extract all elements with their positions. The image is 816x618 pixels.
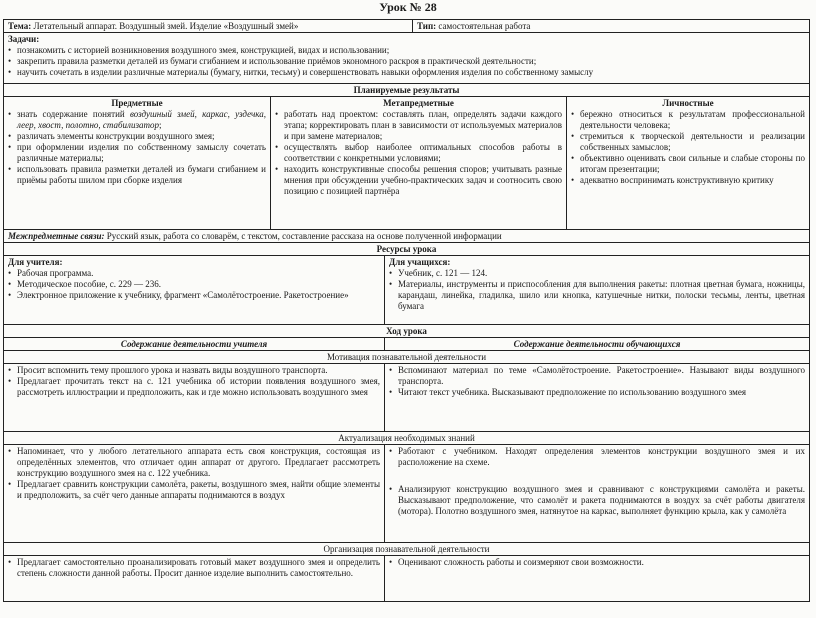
activity-item: • Читают текст учебника. Высказывают предположение по использованию воздушного змея xyxy=(389,387,805,398)
activity-item: • Анализируют конструкцию воздушного змея и сравнивают с конструкциями самолёта и ракеты. Высказывают предположение, что самолёт и ракета поднимаются в воздух за счёт работы двигателя (мотора). Полотно воздушного змея, натянутое на каркас, выполняет функцию крыла, как у самолёта xyxy=(389,484,805,517)
subject-item: • различать элементы конструкции воздушного змея; xyxy=(8,131,266,142)
resource-item: • Методическое пособие, с. 229 — 236. xyxy=(8,279,380,290)
stage-heading-row xyxy=(4,351,809,364)
teacher-column-heading: Содержание деятельности учителя xyxy=(120,339,268,349)
type-cell xyxy=(412,20,809,32)
results-heading-row xyxy=(4,84,809,97)
lesson-plan-table xyxy=(3,19,810,602)
resource-item: • Материалы, инструменты и приспособления для выполнения ракеты: плотная цветная бумага, ножницы, карандаш, линейка, гладилка, шило или кнопка, катушечные нитки, полоски тесьмы, ленты, цветная бумага xyxy=(389,279,805,312)
stage-heading: Организация познавательной деятельности xyxy=(323,544,490,554)
meta-item: • работать над проектом: составлять план, определять задачи каждого этапа; корректировать план в зависимости от используемых материалов и при замене материалов; xyxy=(275,109,562,142)
resources-row xyxy=(4,256,809,325)
student-activity xyxy=(384,364,809,431)
stage-row xyxy=(4,445,809,543)
meta-item: • осуществлять выбор наиболее оптимальных способов работы в соответствии с конкретными условиями; xyxy=(275,142,562,164)
type-label: Тип: xyxy=(417,21,437,31)
teacher-activity xyxy=(4,445,384,542)
topic-row xyxy=(4,20,809,33)
subject-item: • при оформлении изделия по собственному замыслу сочетать различные материалы; xyxy=(8,142,266,164)
interdisciplinary-cell xyxy=(4,230,809,242)
activity-item: • Предлагает сравнить конструкции самолёта, ракеты, воздушного змея, найти общие элементы и предположить, за счёт чего данные аппараты поднимаются в воздух xyxy=(8,479,380,501)
subject-results xyxy=(4,97,270,229)
resources-heading: Ресурсы урока xyxy=(376,244,437,254)
stage-heading-row xyxy=(4,432,809,445)
lesson-heading: Ход урока xyxy=(386,326,427,336)
personal-heading: Личностные xyxy=(662,98,714,108)
teacher-activity xyxy=(4,556,384,601)
activity-item: • Напоминает, что у любого летательного аппарата есть своя конструкция, состоящая из определённых элементов, что отличает один аппарат от другого. Предлагает рассмотреть конструкцию воздушного змея на с. 122 учебника. xyxy=(8,446,380,479)
resources-heading-row xyxy=(4,243,809,256)
teacher-resources-label: Для учителя: xyxy=(8,257,63,267)
personal-item: • стремиться к творческой деятельности и реализации собственных замыслов; xyxy=(571,131,805,153)
page-title: Урок № 28 xyxy=(379,0,437,14)
student-resources xyxy=(384,256,809,324)
task-item: • научить сочетать в изделии различные материалы (бумагу, нитки, тесьму) и совершенствовать навыки оформления изделия по собственному замыслу xyxy=(8,67,805,78)
meta-results xyxy=(270,97,566,229)
student-resources-label: Для учащихся: xyxy=(389,257,451,267)
personal-item: • адекватно воспринимать конструктивную критику xyxy=(571,175,805,186)
interdisciplinary-row xyxy=(4,230,809,243)
results-row xyxy=(4,97,809,230)
student-activity xyxy=(384,556,809,601)
meta-item: • находить конструктивные способы решения споров; учитывать разные мнения при обсуждении учебно-практических задач и соотносить свою позицию с позицией партнёра xyxy=(275,164,562,197)
stage-heading: Актуализация необходимых знаний xyxy=(338,433,475,443)
activity-item: • Просит вспомнить тему прошлого урока и назвать виды воздушного транспорта. xyxy=(8,365,380,376)
personal-results xyxy=(566,97,809,229)
activity-item: • Предлагает самостоятельно проанализировать готовый макет воздушного змея и определить степень сложности данной работы. Просит данное изделие выполнить самостоятельно. xyxy=(8,557,380,579)
interdisciplinary-text: Русский язык, работа со словарём, с текстом, составление рассказа на основе полученной информации xyxy=(106,231,502,241)
teacher-activity xyxy=(4,364,384,431)
lesson-columns-row xyxy=(4,338,809,351)
stage-row xyxy=(4,364,809,432)
teacher-resources xyxy=(4,256,384,324)
tasks-cell xyxy=(4,33,809,83)
results-heading: Планируемые результаты xyxy=(353,85,460,95)
tasks-row xyxy=(4,33,809,84)
subject-item: • использовать правила разметки деталей из бумаги сгибанием и приёмы работы шилом при сборке изделия xyxy=(8,164,266,186)
task-item: • познакомить с историей возникновения воздушного змея, конструкцией, видах и использовании; xyxy=(8,45,805,56)
interdisciplinary-label: Межпредметные связи: xyxy=(8,231,105,241)
resource-item: • Учебник, с. 121 — 124. xyxy=(389,268,805,279)
personal-item: • бережно относиться к результатам профессиональной деятельности человека; xyxy=(571,109,805,131)
activity-item: • Оценивают сложность работы и соизмеряют свои возможности. xyxy=(389,557,805,568)
type-value: самостоятельная работа xyxy=(438,21,531,31)
resource-item: • Электронное приложение к учебнику, фрагмент «Самолётостроение. Ракетостроение» xyxy=(8,290,380,301)
activity-item: • Вспоминают материал по теме «Самолётостроение. Ракетостроение». Называют виды воздушного транспорта. xyxy=(389,365,805,387)
tasks-list xyxy=(8,45,805,78)
personal-item: • объективно оценивать свои сильные и слабые стороны по итогам презентации; xyxy=(571,153,805,175)
student-activity xyxy=(384,445,809,542)
subject-heading: Предметные xyxy=(111,98,163,108)
task-item: • закрепить правила разметки деталей из бумаги сгибанием и использование приёмов экономного раскроя в практической деятельности; xyxy=(8,56,805,67)
meta-heading: Метапредметные xyxy=(383,98,454,108)
activity-item: • Предлагает прочитать текст на с. 121 учебника об истории появления воздушного змея, рассмотреть иллюстрации и предположить, как и где можно использовать воздушного змея xyxy=(8,376,380,398)
stage-row xyxy=(4,556,809,601)
lesson-heading-row xyxy=(4,325,809,338)
topic-value: Летательный аппарат. Воздушный змей. Изделие «Воздушный змей» xyxy=(33,21,299,31)
resource-item: • Рабочая программа. xyxy=(8,268,380,279)
students-column-heading: Содержание деятельности обучающихся xyxy=(384,338,809,350)
stage-heading: Мотивация познавательной деятельности xyxy=(326,352,487,362)
tasks-label: Задачи: xyxy=(8,34,40,44)
subject-item: • знать содержание понятий воздушный змей, каркас, уздечка, леер, хвост, полотно, стабилизатор; xyxy=(8,109,266,131)
activity-item: • Работают с учебником. Находят определения элементов конструкции воздушного змея и их расположение на схеме. xyxy=(389,446,805,468)
topic-label: Тема: xyxy=(8,21,32,31)
topic-cell xyxy=(4,20,412,32)
stage-heading-row xyxy=(4,543,809,556)
